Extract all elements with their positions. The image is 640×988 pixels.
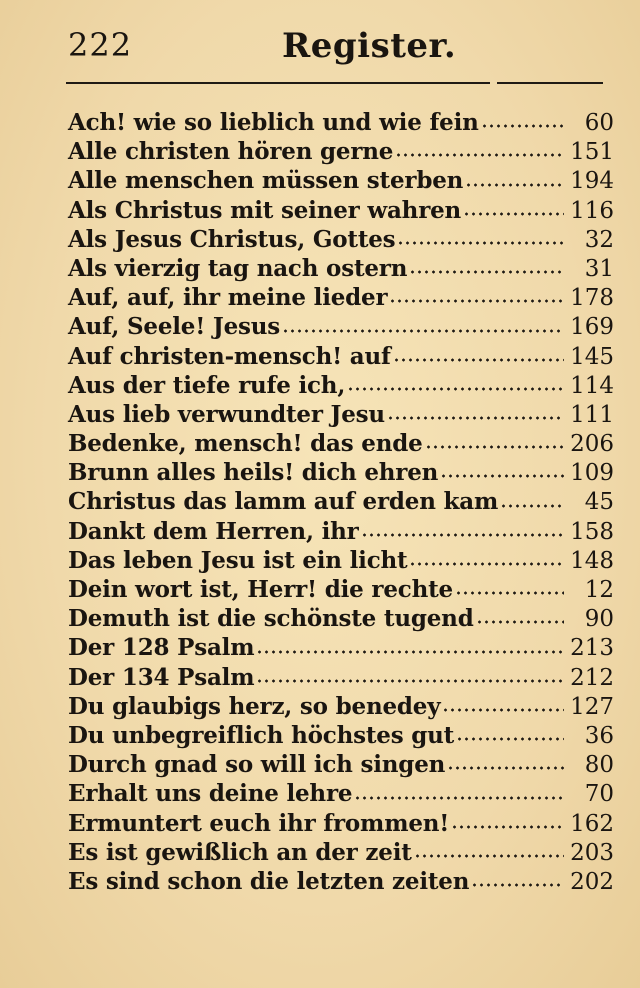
entry-title: Als Jesus Christus, Gottes bbox=[68, 225, 396, 253]
dot-leader bbox=[397, 240, 564, 246]
register-entry bbox=[68, 400, 614, 429]
dot-leader bbox=[347, 386, 564, 392]
entry-title: Erhalt uns deine lehre bbox=[68, 780, 353, 808]
entry-page-number: 114 bbox=[570, 372, 614, 399]
entry-title: Der 128 Psalm bbox=[68, 634, 255, 662]
entry-title: Aus der tiefe rufe ich, bbox=[68, 371, 346, 399]
register-entry bbox=[68, 517, 614, 546]
entry-page-number: 90 bbox=[584, 606, 614, 633]
register-entry bbox=[68, 750, 614, 779]
dot-leader bbox=[256, 649, 564, 655]
dot-leader bbox=[463, 211, 564, 217]
register-entry bbox=[68, 225, 614, 254]
entry-title: Bedenke, mensch! das ende bbox=[68, 430, 423, 458]
register-entry bbox=[68, 371, 614, 400]
entry-page-number: 111 bbox=[570, 401, 614, 428]
entry-page-number: 162 bbox=[570, 810, 614, 837]
page-header bbox=[68, 26, 608, 70]
entry-title: Auf, auf, ihr meine lieder bbox=[68, 284, 388, 312]
entry-page-number: 70 bbox=[584, 781, 614, 808]
page-title: Register. bbox=[282, 26, 457, 66]
entry-title: Ermuntert euch ihr frommen! bbox=[68, 809, 450, 837]
entry-page-number: 31 bbox=[584, 255, 614, 282]
register-entry bbox=[68, 633, 614, 662]
page-number: 222 bbox=[68, 26, 133, 64]
entry-title: Es ist gewißlich an der zeit bbox=[68, 838, 412, 866]
dot-leader bbox=[395, 152, 564, 158]
entry-title: Aus lieb verwundter Jesu bbox=[68, 400, 385, 428]
entry-title: Das leben Jesu ist ein licht bbox=[68, 546, 408, 574]
entry-page-number: 158 bbox=[570, 518, 614, 545]
entry-page-number: 212 bbox=[570, 664, 614, 691]
register-entry bbox=[68, 108, 614, 137]
entry-page-number: 32 bbox=[584, 226, 614, 253]
entry-title: Der 134 Psalm bbox=[68, 663, 255, 691]
register-entry bbox=[68, 166, 614, 195]
entry-page-number: 145 bbox=[570, 343, 614, 370]
entry-title: Als Christus mit seiner wahren bbox=[68, 196, 462, 224]
register-entry bbox=[68, 196, 614, 225]
header-rule-left bbox=[66, 82, 490, 84]
dot-leader bbox=[361, 532, 564, 538]
entry-title: Auf, Seele! Jesus bbox=[68, 313, 281, 341]
register-entry bbox=[68, 779, 614, 808]
register-entry bbox=[68, 458, 614, 487]
dot-leader bbox=[455, 590, 564, 596]
entry-page-number: 60 bbox=[584, 110, 614, 136]
register-entry bbox=[68, 429, 614, 458]
entry-page-number: 36 bbox=[584, 722, 614, 749]
entry-title: Als vierzig tag nach ostern bbox=[68, 254, 408, 282]
register-entry bbox=[68, 254, 614, 283]
dot-leader bbox=[456, 736, 564, 742]
dot-leader bbox=[387, 415, 564, 421]
register-entry bbox=[68, 312, 614, 341]
register-entry bbox=[68, 692, 614, 721]
dot-leader bbox=[476, 619, 564, 625]
register-entry bbox=[68, 721, 614, 750]
entry-page-number: 203 bbox=[570, 839, 614, 866]
register-entry bbox=[68, 604, 614, 633]
entry-page-number: 213 bbox=[570, 635, 614, 662]
entry-page-number: 127 bbox=[570, 693, 614, 720]
register-entry bbox=[68, 546, 614, 575]
entry-title: Christus das lamm auf erden kam bbox=[68, 488, 499, 516]
header-rule-right bbox=[497, 82, 603, 84]
entry-title: Es sind schon die letzten zeiten bbox=[68, 867, 470, 895]
register-entry bbox=[68, 575, 614, 604]
dot-leader bbox=[442, 707, 564, 713]
dot-leader bbox=[409, 269, 564, 275]
entry-title: Brunn alles heils! dich ehren bbox=[68, 459, 439, 487]
entry-page-number: 148 bbox=[570, 547, 614, 574]
register-list bbox=[68, 108, 614, 896]
entry-title: Demuth ist die schönste tugend bbox=[68, 605, 474, 633]
entry-page-number: 45 bbox=[584, 489, 614, 516]
entry-page-number: 169 bbox=[570, 314, 614, 341]
register-entry bbox=[68, 663, 614, 692]
register-entry bbox=[68, 867, 614, 896]
dot-leader bbox=[414, 853, 564, 859]
dot-leader bbox=[465, 182, 564, 188]
dot-leader bbox=[481, 123, 564, 129]
dot-leader bbox=[440, 473, 564, 479]
entry-title: Du glaubigs herz, so benedey bbox=[68, 692, 441, 720]
entry-page-number: 202 bbox=[570, 868, 614, 895]
entry-page-number: 12 bbox=[584, 577, 614, 603]
dot-leader bbox=[389, 298, 564, 304]
entry-page-number: 194 bbox=[570, 168, 614, 195]
entry-title: Dein wort ist, Herr! die rechte bbox=[68, 576, 453, 603]
entry-title: Ach! wie so lieblich und wie fein bbox=[68, 109, 479, 136]
entry-page-number: 151 bbox=[570, 139, 614, 166]
entry-title: Du unbegreiflich höchstes gut bbox=[68, 721, 455, 749]
entry-page-number: 116 bbox=[570, 197, 614, 224]
dot-leader bbox=[282, 328, 564, 334]
dot-leader bbox=[393, 357, 564, 363]
entry-page-number: 80 bbox=[584, 752, 614, 779]
entry-title: Dankt dem Herren, ihr bbox=[68, 517, 359, 545]
dot-leader bbox=[471, 882, 564, 888]
register-entry bbox=[68, 487, 614, 516]
entry-page-number: 178 bbox=[570, 285, 614, 312]
dot-leader bbox=[447, 765, 564, 771]
register-entry bbox=[68, 137, 614, 166]
entry-title: Auf christen-mensch! auf bbox=[68, 342, 391, 370]
register-entry bbox=[68, 342, 614, 371]
entry-title: Alle christen hören gerne bbox=[68, 138, 394, 166]
dot-leader bbox=[256, 678, 564, 684]
dot-leader bbox=[500, 503, 564, 509]
register-entry bbox=[68, 809, 614, 838]
entry-title: Alle menschen müssen sterben bbox=[68, 167, 464, 195]
entry-page-number: 206 bbox=[570, 431, 614, 458]
entry-page-number: 109 bbox=[570, 460, 614, 487]
dot-leader bbox=[354, 795, 564, 801]
dot-leader bbox=[425, 444, 564, 450]
dot-leader bbox=[409, 561, 564, 567]
entry-title: Durch gnad so will ich singen bbox=[68, 751, 446, 779]
register-entry bbox=[68, 283, 614, 312]
register-entry bbox=[68, 838, 614, 867]
dot-leader bbox=[451, 824, 564, 830]
